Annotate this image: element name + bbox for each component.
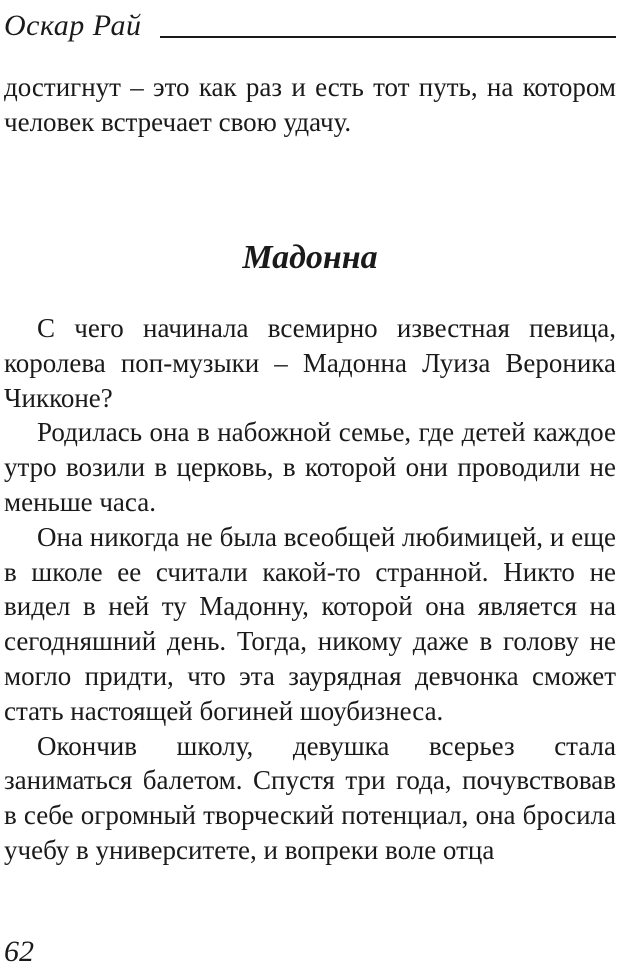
- paragraph: С чего начинала всемирно известная певица, королева поп-музыки – Мадонна Луиза Вероника Чикконе?: [4, 313, 616, 413]
- chapter-body: [4, 311, 616, 868]
- paragraph: Она никогда не была всеобщей любимицей, и еще в школе ее считали какой-то странной. Никто не видел в ней ту Мадонну, которой она является на сегодняшний день. Тогда, никому даже в голову не могло придти, что эта заурядная девчонка сможет стать настоящей богиней шоубизнеса.: [4, 521, 616, 726]
- continued-text-block: [4, 70, 616, 140]
- chapter-title: Мадонна: [242, 239, 378, 276]
- page-number: 62: [4, 935, 34, 968]
- running-header: [4, 6, 616, 46]
- paragraph: Родилась она в набожной семье, где детей каждое утро возили в церковь, в которой они проводили не меньше часа.: [4, 417, 616, 517]
- paragraph: Окончив школу, девушка всерьез стала заниматься балетом. Спустя три года, почувствовав в себе огромный творческий потенциал, она бросила учебу в университете, и вопреки воле отца: [4, 730, 616, 865]
- header-rule: [160, 36, 616, 38]
- author-name: Оскар Рай: [4, 9, 142, 42]
- continued-paragraph: достигнут – это как раз и есть тот путь, на котором человек встречает свою удачу.: [4, 72, 616, 137]
